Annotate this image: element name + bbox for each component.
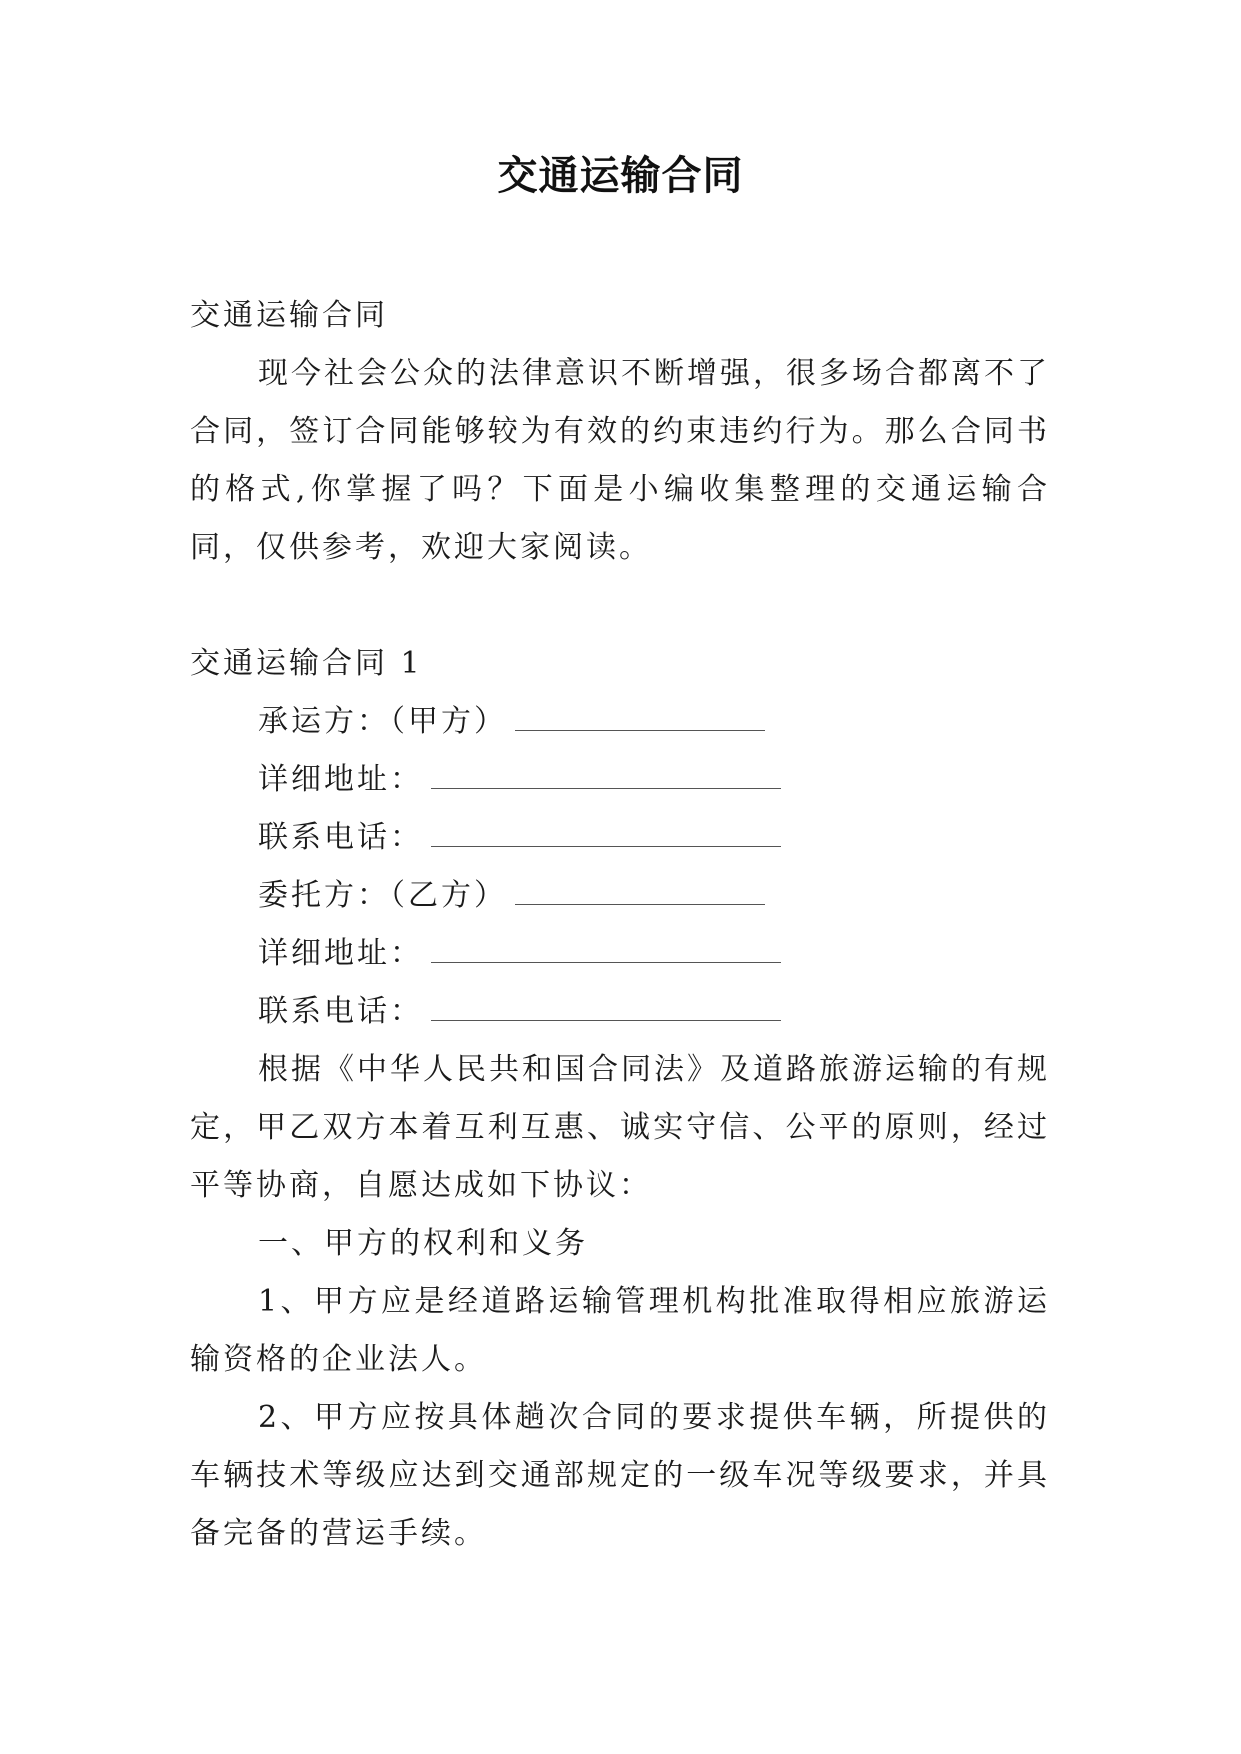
field-client-phone [190, 983, 1050, 1041]
paragraph-spacer [190, 577, 1050, 635]
fill-in-blank [431, 994, 781, 1021]
field-client-address [190, 925, 1050, 983]
document-title: 交通运输合同 [497, 153, 744, 199]
field-label: 联系电话： [258, 994, 423, 1029]
clause-2: 2、甲方应按具体趟次合同的要求提供车辆，所提供的车辆技术等级应达到交通部规定的一级车况等级要求，并具备完备的营运手续。 [190, 1400, 1050, 1551]
field-label: 联系电话： [258, 820, 423, 855]
field-label: 详细地址： [258, 762, 423, 797]
fill-in-blank [515, 704, 765, 731]
fill-in-blank [431, 820, 781, 847]
clause-heading: 一、甲方的权利和义务 [258, 1226, 588, 1261]
intro-heading: 交通运输合同 [190, 298, 388, 333]
fill-in-blank [431, 762, 781, 789]
section-heading: 交通运输合同 1 [190, 646, 423, 681]
document-body [190, 287, 1050, 1563]
fill-in-blank [431, 936, 781, 963]
basis-paragraph: 根据《中华人民共和国合同法》及道路旅游运输的有规定，甲乙双方本着互利互惠、诚实守信、公平的原则，经过平等协商，自愿达成如下协议： [190, 1052, 1050, 1203]
field-carrier-address [190, 751, 1050, 809]
field-label: 委托方：（乙方） [258, 878, 507, 913]
field-carrier-phone [190, 809, 1050, 867]
field-carrier [190, 693, 1050, 751]
field-label: 承运方：（甲方） [258, 704, 507, 739]
fill-in-blank [515, 878, 765, 905]
clause-1: 1、甲方应是经道路运输管理机构批准取得相应旅游运输资格的企业法人。 [190, 1284, 1050, 1377]
field-client [190, 867, 1050, 925]
field-label: 详细地址： [258, 936, 423, 971]
intro-paragraph: 现今社会公众的法律意识不断增强，很多场合都离不了合同，签订合同能够较为有效的约束违约行为。那么合同书的格式,你掌握了吗？下面是小编收集整理的交通运输合同，仅供参考，欢迎大家阅读。 [190, 356, 1050, 565]
